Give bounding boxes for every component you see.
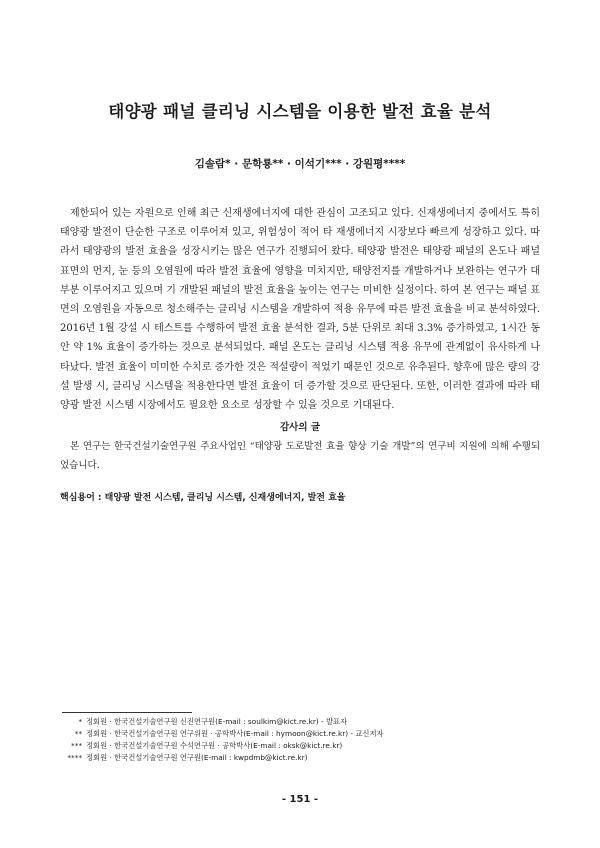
keywords-line: 핵심용어 : 태양광 발전 시스템, 클리닝 시스템, 신재생에너지, 발전 효율 bbox=[60, 493, 346, 503]
author-list: 김솔람* · 문학룡** · 이석기*** · 강원평**** bbox=[194, 158, 406, 170]
footnote-list bbox=[60, 716, 540, 764]
footnote-item bbox=[60, 728, 540, 740]
acknowledgement-heading: 감사의 글 bbox=[279, 422, 320, 433]
acknowledgement-text: 본 연구는 한국건설기술연구원 주요사업인 “태양광 도로발전 효율 향상 기술 개발”의 연구비 지원에 의해 수행되었습니다. bbox=[60, 441, 540, 471]
footnote-item bbox=[60, 716, 540, 728]
footnote-mark: *** bbox=[71, 741, 82, 750]
paper-title: 태양광 패널 클리닝 시스템을 이용한 발전 효율 분석 bbox=[108, 102, 492, 121]
footnote-text: 정회원 · 한국건설기술연구원 연구원(E-mail : kwpdmb@kict.re.kr) bbox=[86, 753, 308, 762]
footnote-text: 정회원 · 한국건설기술연구원 연구위원 · 공학박사(E-mail : hymoon@kict.re.kr) - 교신저자 bbox=[86, 729, 384, 738]
footnote-item bbox=[60, 740, 540, 752]
footnote-divider bbox=[62, 712, 192, 713]
page-number: - 151 - bbox=[281, 794, 319, 805]
footnote-item bbox=[60, 752, 540, 764]
abstract-text: 제한되어 있는 자원으로 인해 최근 신재생에너지에 대한 관심이 고조되고 있다. 신재생에너지 중에서도 특히 태양광 발전이 단순한 구조로 이루어져 있고, 위험성이 적어 타 재생에너지 시장보다 빠르게 성장하고 있다. 따라서 태양광의 발전 효율을 성장시키는 많은 연구가 진행되어 왔다. 태양광 발전은 태양광 패널의 온도나 패널 표면의 먼지, 눈 등의 오염원에 따라 발전 효율에 영향을 미치지만, 태양전지를 개발하거나 보완하는 연구가 대부분 이루어지고 있으며 기 개발된 패널의 발전 효율을 높이는 연구는 미비한 실정이다. 하여 본 연구는 패널 표면의 오염원을 자동으로 청소해주는 클리닝 시스템을 개발하여 적용 유무에 따른 발전 효율을 비교 분석하였다. 2016년 1월 강설 시 테스트를 수행하여 발전 효율 분석한 결과, 5분 단위로 최대 3.3% 증가하였고, 1시간 동안 약 1% 효율이 증가하는 것으로 분석되었다. 패널 온도는 클리닝 시스템 적용 유무에 관계없이 유사하게 나타났다. 발전 효율이 미미한 수치로 증가한 것은 적설량이 적었기 때문인 것으로 유추된다. 향후에 많은 량의 강설 발생 시, 클리닝 시스템을 적용한다면 발전 효율이 더 증가할 것으로 판단된다. 또한, 이러한 결과에 따라 태양광 발전 시스템 시장에서도 필요한 요소로 성장할 수 있을 것으로 기대된다. bbox=[60, 208, 540, 412]
footnote-text: 정회원 · 한국건설기술연구원 신진연구원(E-mail : soulkim@kict.re.kr) - 발표자 bbox=[86, 717, 348, 726]
footnote-mark: * bbox=[78, 717, 82, 726]
footnote-mark: ** bbox=[74, 729, 82, 738]
footnote-text: 정회원 · 한국건설기술연구원 수석연구원 · 공학박사(E-mail : oksk@kict.re.kr) bbox=[86, 741, 343, 750]
footnote-mark: **** bbox=[67, 753, 82, 762]
